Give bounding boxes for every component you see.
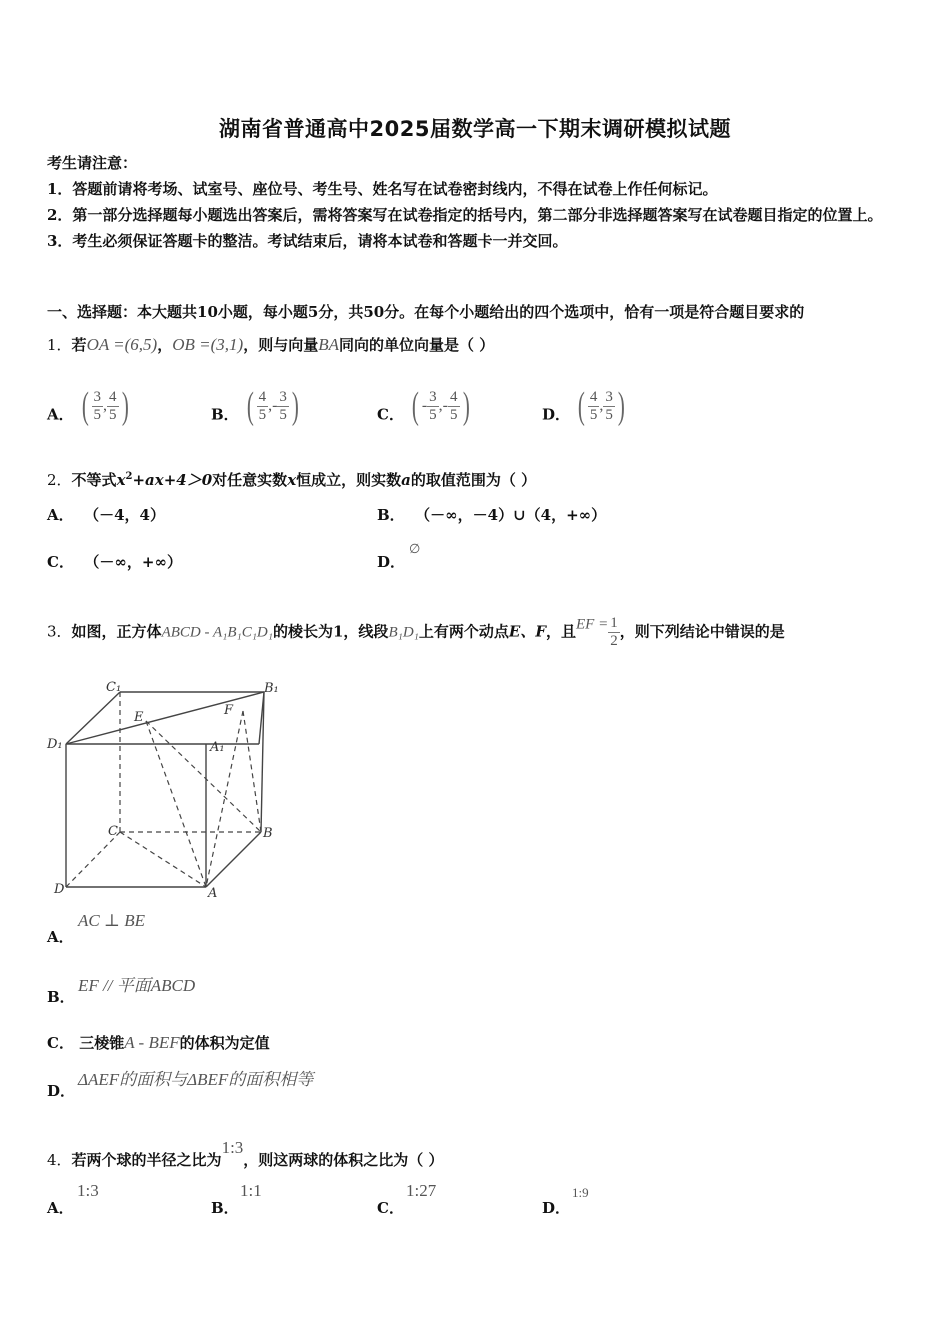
notice-heading: 考生请注意： <box>47 154 138 172</box>
edge-cd <box>66 832 120 887</box>
vector-ob: OB =(3,1) <box>172 335 244 354</box>
points-ef: E、F <box>508 622 546 641</box>
var-x: x <box>287 471 297 489</box>
option-label: B． <box>211 405 239 424</box>
option-text: ∅ <box>409 541 421 556</box>
question-number: 4． <box>47 1151 72 1169</box>
q1-option-b[interactable]: B． ( $\frac{4}{5}$ , - $\frac{3}{5}$ ) <box>211 385 299 427</box>
label-a: A <box>208 886 218 900</box>
q2-option-c[interactable]: C． （－∞，+∞） <box>47 553 182 571</box>
q3-option-c[interactable]: C． 三棱锥A - BEF的体积为定值 <box>47 1033 270 1052</box>
q1-option-c[interactable]: C． ( - $\frac{3}{5}$ , - $\frac{4}{5}$ ) <box>377 385 470 427</box>
var-x: x <box>116 471 126 489</box>
option-math: EF // 平面ABCD <box>78 976 196 995</box>
q2-text-mid2: 恒成立，则实数 <box>296 471 402 489</box>
q4-option-c[interactable]: C． <box>377 1199 404 1217</box>
cube-name: ABCD - A₁B₁C₁D₁ <box>161 624 273 641</box>
option-text: （－4，4） <box>84 506 165 524</box>
q4-option-a[interactable]: A． <box>47 1199 74 1217</box>
fraction: $\frac{3}{5}$ <box>605 388 613 423</box>
q1-text-mid: ，则与向量 <box>243 336 319 354</box>
fraction: $\frac{4}{5}$ <box>109 388 117 423</box>
q2-option-d[interactable]: D．∅ <box>377 541 421 571</box>
sign: - <box>421 397 428 414</box>
fraction: $\frac{4}{5}$ <box>450 388 458 423</box>
label-f: F <box>224 703 234 718</box>
q3-text-mid1: 的棱长为1，线段 <box>272 622 389 641</box>
fraction: $\frac{4}{5}$ <box>589 388 598 423</box>
question-number: 3． <box>47 622 72 641</box>
notice-item: 3．考生必须保证答题卡的整洁。考试结束后，请将本试卷和答题卡一并交回。 <box>47 232 568 250</box>
q1-option-a[interactable]: A． ( $\frac{3}{5}$ , $\frac{4}{5}$ ) <box>47 385 129 427</box>
label-d: D <box>54 882 65 897</box>
option-math: 1:3 <box>77 1181 99 1200</box>
question-2 <box>47 469 536 490</box>
sign: - <box>442 397 448 414</box>
question-4 <box>47 1138 444 1170</box>
vector-ba: BA <box>318 335 339 354</box>
q1-text: 若 <box>71 336 87 354</box>
segment-ea <box>146 721 206 887</box>
option-text: （－∞，－4）∪（4，+∞） <box>415 506 607 524</box>
fraction: $\frac{3}{5}$ <box>429 388 437 423</box>
segment-eb <box>146 721 261 832</box>
section-heading: 一、选择题：本大题共10小题，每小题5分，共50分。在每个小题给出的四个选项中，恰有一项是符合题目要求的 <box>47 303 805 321</box>
question-3 <box>47 615 785 650</box>
vector-oa: OA =(6,5) <box>86 335 158 354</box>
ef-length: EF = <box>576 616 609 633</box>
label-b1: B₁ <box>264 681 279 696</box>
fraction: $\frac{1}{2}$ <box>610 615 618 649</box>
q2-text: 不等式 <box>71 471 117 489</box>
sign: - <box>272 397 278 414</box>
inequality: +ax+4＞0 <box>132 471 213 489</box>
q4-option-d[interactable]: D． <box>542 1199 571 1217</box>
fraction: $\frac{3}{5}$ <box>279 388 287 423</box>
edge-ab <box>206 832 261 887</box>
radius-ratio: 1:3 <box>221 1138 244 1157</box>
q4-text-post: ，则这两球的体积之比为（ ） <box>243 1151 444 1169</box>
q1-text-post: 同向的单位向量是（ ） <box>339 336 495 354</box>
q1-sep: ， <box>157 336 173 354</box>
q3-text-mid3: ，且 <box>545 622 576 641</box>
option-text: （－∞，+∞） <box>84 553 182 571</box>
option-math: 1:1 <box>240 1181 262 1200</box>
option-math: 1:27 <box>406 1181 437 1200</box>
segment-b1d1: B₁D₁ <box>388 624 419 641</box>
cube-figure <box>46 675 286 900</box>
segment-fb <box>243 711 261 832</box>
label-c1: C₁ <box>106 680 122 695</box>
segment-d1b1 <box>66 692 264 744</box>
option-math: ΔAEF的面积与ΔBEF的面积相等 <box>78 1070 314 1089</box>
question-number: 1． <box>47 336 72 354</box>
q1-option-d[interactable]: D． ( $\frac{4}{5}$ , $\frac{3}{5}$ ) <box>542 385 625 427</box>
label-e: E <box>134 710 144 725</box>
question-number: 2． <box>47 471 72 489</box>
q3-option-b[interactable]: B． <box>47 988 75 1006</box>
option-label: A． <box>47 405 74 424</box>
notice-block <box>47 150 907 254</box>
exponent: 2 <box>125 471 133 482</box>
notice-item: 1．答题前请将考场、试室号、座位号、考生号、姓名写在试卷密封线内，不得在试卷上作任何标记。 <box>47 180 718 198</box>
option-text: 三棱锥 <box>79 1034 125 1052</box>
q2-option-a[interactable]: A． （－4，4） <box>47 506 165 524</box>
option-math: A - BEF <box>124 1033 180 1052</box>
label-a1: A₁ <box>210 740 225 755</box>
label-c: C <box>108 824 118 839</box>
q3-text-post: ，则下列结论中错误的是 <box>619 622 785 641</box>
option-text: 的体积为定值 <box>179 1034 270 1052</box>
q3-text: 如图，正方体 <box>71 622 162 641</box>
q4-option-b[interactable]: B． <box>211 1199 239 1217</box>
q3-text-mid2: 上有两个动点 <box>418 622 509 641</box>
q2-text-mid: 对任意实数 <box>212 471 288 489</box>
option-math: 1:9 <box>572 1185 589 1200</box>
notice-item: 2．第一部分选择题每小题选出答案后，需将答案写在试卷指定的括号内，第二部分非选择题答案写在试卷题目指定的位置上。 <box>47 206 883 224</box>
label-d1: D₁ <box>47 737 63 752</box>
segment-fa <box>206 711 243 887</box>
q3-option-a[interactable]: A． <box>47 928 74 946</box>
option-math: AC ⊥ BE <box>78 911 145 930</box>
q2-option-b[interactable]: B． （－∞，－4）∪（4，+∞） <box>377 506 607 524</box>
q4-text: 若两个球的半径之比为 <box>71 1151 222 1169</box>
diag-ca <box>120 832 206 887</box>
page-title: 湖南省普通高中2025届数学高一下期末调研模拟试题 <box>219 117 731 141</box>
q2-text-post: 的取值范围为（ ） <box>410 471 537 489</box>
label-b: B <box>263 826 273 841</box>
fraction: $\frac{3}{5}$ <box>93 388 102 423</box>
option-label: C． <box>377 405 404 424</box>
var-a: a <box>401 471 411 489</box>
fraction: $\frac{4}{5}$ <box>258 388 267 423</box>
q3-option-d[interactable]: D． <box>47 1082 76 1100</box>
option-label: D． <box>542 405 571 424</box>
question-1 <box>47 334 494 355</box>
